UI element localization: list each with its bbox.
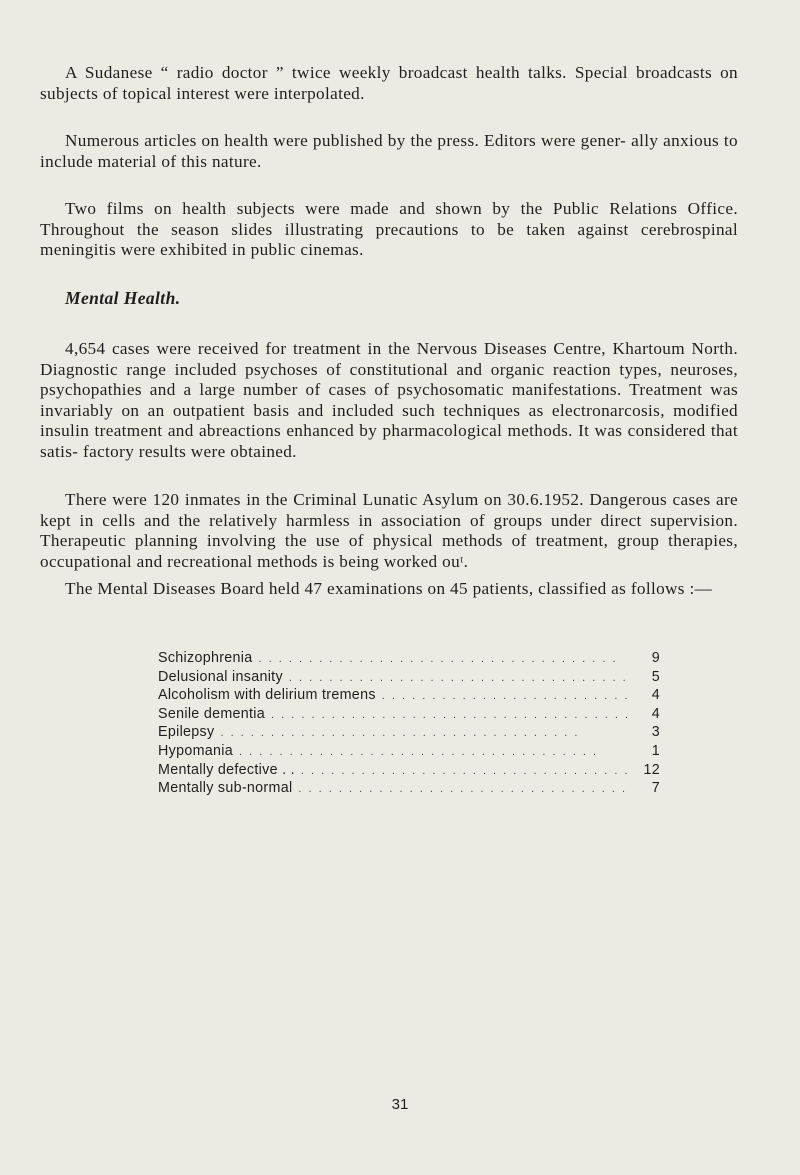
table-row bbox=[158, 649, 660, 668]
diagnosis-label: Mentally sub-normal bbox=[158, 780, 293, 797]
patient-count: 4 bbox=[651, 687, 660, 704]
paragraph-radio-doctor: A Sudanese “ radio doctor ” twice weekly broadcast health talks. Special broadcasts on subjects of topical interest were interpolated. bbox=[40, 63, 738, 103]
dot-leader bbox=[239, 743, 632, 762]
diagnosis-label: Mentally defective . . bbox=[158, 761, 295, 778]
dot-leader bbox=[298, 780, 632, 799]
dot-leader bbox=[289, 669, 632, 688]
table-row bbox=[158, 668, 660, 687]
patient-count: 7 bbox=[651, 780, 660, 797]
paragraph-criminal-lunatic-asylum: There were 120 inmates in the Criminal Lunatic Asylum on 30.6.1952. Dangerous cases are kept in cells and the relatively harmless in association of groups under direct supervision. Therapeutic planning involving the use of physical methods of treatment, group therapies, occupational and recreational methods is being worked ouᵗ. bbox=[40, 490, 738, 571]
paragraph-health-films: Two films on health subjects were made and shown by the Public Relations Office. Throughout the season slides illustrating precautions to be taken against cerebrospinal meningitis were exhibited in public cinemas. bbox=[40, 199, 738, 260]
patient-count: 5 bbox=[651, 668, 660, 685]
table-row bbox=[158, 742, 660, 761]
dot-leader bbox=[382, 687, 632, 706]
diagnosis-label: Epilepsy bbox=[158, 724, 215, 741]
patient-count: 3 bbox=[651, 724, 660, 741]
table-row bbox=[158, 761, 660, 780]
table-row bbox=[158, 779, 660, 798]
diagnosis-label: Schizophrenia bbox=[158, 650, 253, 666]
table-row bbox=[158, 705, 660, 724]
dot-leader bbox=[301, 762, 632, 781]
patient-count: 9 bbox=[651, 650, 660, 666]
table-row bbox=[158, 723, 660, 742]
dot-leader bbox=[271, 706, 632, 725]
paragraph-press-articles: Numerous articles on health were published by the press. Editors were gener- ally anxious to include material of this nature. bbox=[40, 131, 738, 171]
table-row bbox=[158, 686, 660, 705]
patient-count: 1 bbox=[651, 742, 660, 759]
patient-count: 12 bbox=[643, 761, 660, 778]
diagnosis-label: Delusional insanity bbox=[158, 668, 283, 685]
classification-table bbox=[158, 649, 660, 798]
diagnosis-label: Senile dementia bbox=[158, 705, 266, 722]
paragraph-mental-diseases-board: The Mental Diseases Board held 47 examinations on 45 patients, classified as follows :— bbox=[65, 579, 713, 598]
patient-count: 4 bbox=[651, 705, 660, 722]
paragraph-nervous-diseases-centre: 4,654 cases were received for treatment in the Nervous Diseases Centre, Khartoum North. Diagnostic range included psychoses of constitutional and organic reaction types, neuroses, psychopathies and a large number of cases of psychosomatic manifestations. Treatment was invariably on an outpatient basis and included such techniques as electronarcosis, modified insulin treatment and abreactions enhanced by pharmacological methods. It was considered that satis- factory results were obtained. bbox=[40, 339, 738, 461]
diagnosis-label: Hypomania bbox=[158, 742, 234, 759]
dot-leader bbox=[220, 724, 632, 743]
diagnosis-label: Alcoholism with delirium tremens bbox=[158, 687, 376, 704]
dot-leader bbox=[259, 650, 632, 669]
section-heading-mental-health: Mental Health. bbox=[65, 288, 181, 308]
page-number: 31 bbox=[391, 1096, 409, 1113]
